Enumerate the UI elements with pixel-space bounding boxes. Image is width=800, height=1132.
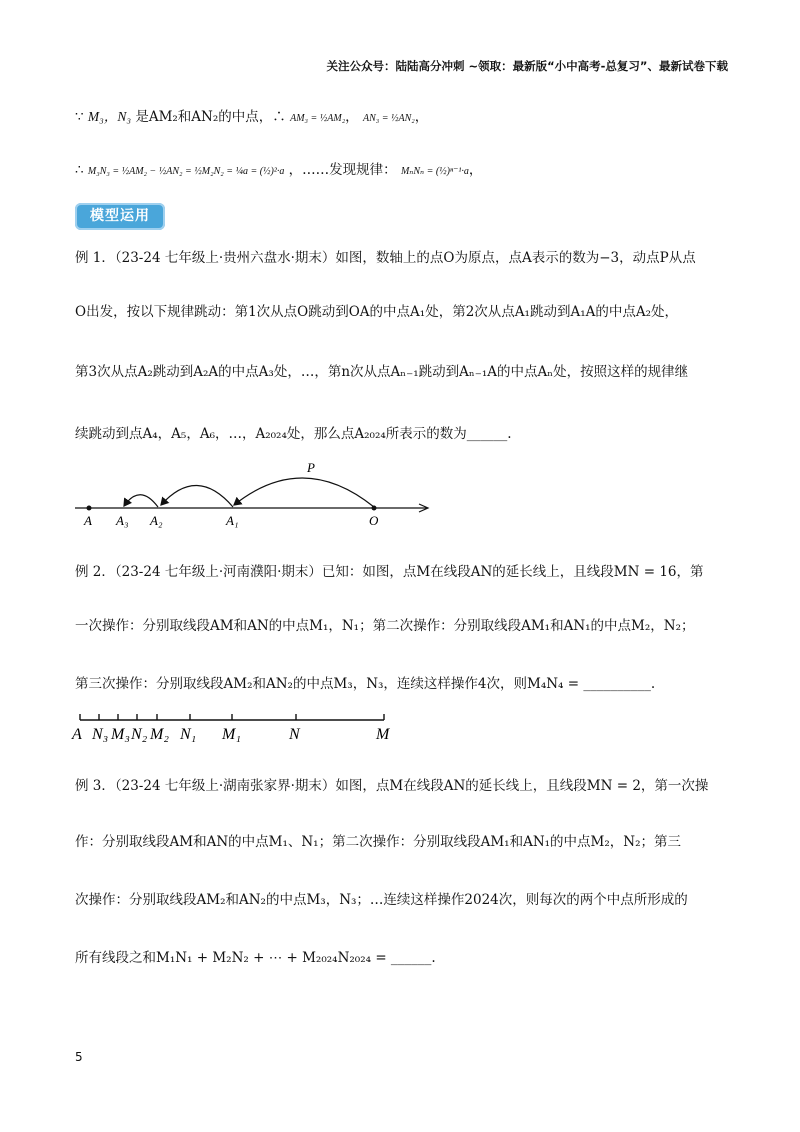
label-m: M [376, 726, 390, 743]
label-n2: N₂ [131, 726, 148, 743]
example-2-line-2: 一次操作：分别取线段AM和AN的中点M₁，N₁；第二次操作：分别取线段AM₁和AN₁的中点M₂，N₂； [75, 618, 695, 634]
example-1-line-2: O出发，按以下规律跳动：第1次从点O跳动到OA的中点A₁处，第2次从点A₁跳动到A₁A的中点A₂处， [75, 304, 679, 320]
example-3-line-2: 作：分别取线段AM和AN的中点M₁、N₁；第二次操作：分别取线段AM₁和AN₁的中点M₂，N₂；第三 [75, 834, 682, 850]
label-m1: M₁ [222, 726, 241, 743]
example-3-line-1: 例 3．（23-24 七年级上·湖南张家界·期末）如图，点M在线段AN的延长线上，且线段MN = 2，第一次操 [75, 778, 709, 794]
label-n1: N₁ [180, 726, 197, 743]
example-1-line-3: 第3次从点A₂跳动到A₂A的中点A₃处，…，第n次从点Aₙ₋₁跳动到Aₙ₋₁A的中点Aₙ处，按照这样的规律继 [75, 364, 689, 380]
label-a3: A₃ [116, 513, 129, 528]
number-line-figure [0, 455, 800, 535]
point-a-dot [87, 506, 92, 511]
segment-figure-ex2 [0, 710, 800, 750]
label-m3: M₃ [111, 726, 130, 743]
label-n3: N₃ [92, 726, 109, 743]
intro-line-1: ∵ M₃，N₃ 是AM₂和AN₂的中点，∴ AM₃ = ½AM₂， AN₃ = ½AN₂， [75, 109, 429, 125]
jump-arc-1 [234, 478, 374, 507]
label-a2: A₂ [150, 513, 163, 528]
label-a: A [84, 513, 92, 528]
page-number: 5 [75, 1050, 83, 1064]
example-1-line-4: 续跳动到点A₄，A₅，A₆，…，A₂₀₂₄处，那么点A₂₀₂₄所表示的数为______. [75, 426, 512, 442]
label-a1: A₁ [226, 513, 239, 528]
example-2-line-1: 例 2．（23-24 七年级上·河南濮阳·期末）已知：如图，点M在线段AN的延长线上，且线段MN = 16，第 [75, 564, 704, 580]
label-o: O [369, 513, 379, 528]
example-3-line-3: 次操作：分别取线段AM₂和AN₂的中点M₃，N₃；…连续这样操作2024次，则每次的两个中点所形成的 [75, 892, 688, 908]
example-2-line-3: 第三次操作：分别取线段AM₂和AN₂的中点M₃，N₃，连续这样操作4次，则M₄N₄ = __________. [75, 676, 656, 692]
label-p: P [307, 460, 315, 475]
label-n: N [289, 726, 300, 743]
model-application-badge: 模型运用 [75, 203, 165, 230]
jump-arc-3 [124, 495, 158, 507]
example-3-line-4: 所有线段之和M₁N₁ + M₂N₂ + ⋯ + M₂₀₂₄N₂₀₂₄ = ______. [75, 950, 436, 966]
example-1-line-1: 例 1．（23-24 七年级上·贵州六盘水·期末）如图，数轴上的点O为原点，点A表示的数为−3，动点P从点 [75, 250, 696, 266]
label-a: A [72, 726, 82, 743]
jump-arc-2 [161, 485, 233, 507]
label-m2: M₂ [150, 726, 169, 743]
intro-line-2: ∴ M₃N₃ = ½AM₂ − ½AN₂ = ½M₂N₂ = ¼a = (½)²·a ，……发现规律： MₙNₙ = (½)ⁿ⁻¹·a， [75, 162, 483, 178]
page-header: 关注公众号：陆陆高分冲刺 ~领取：最新版“小中高考-总复习”、最新试卷下载 [326, 59, 728, 73]
